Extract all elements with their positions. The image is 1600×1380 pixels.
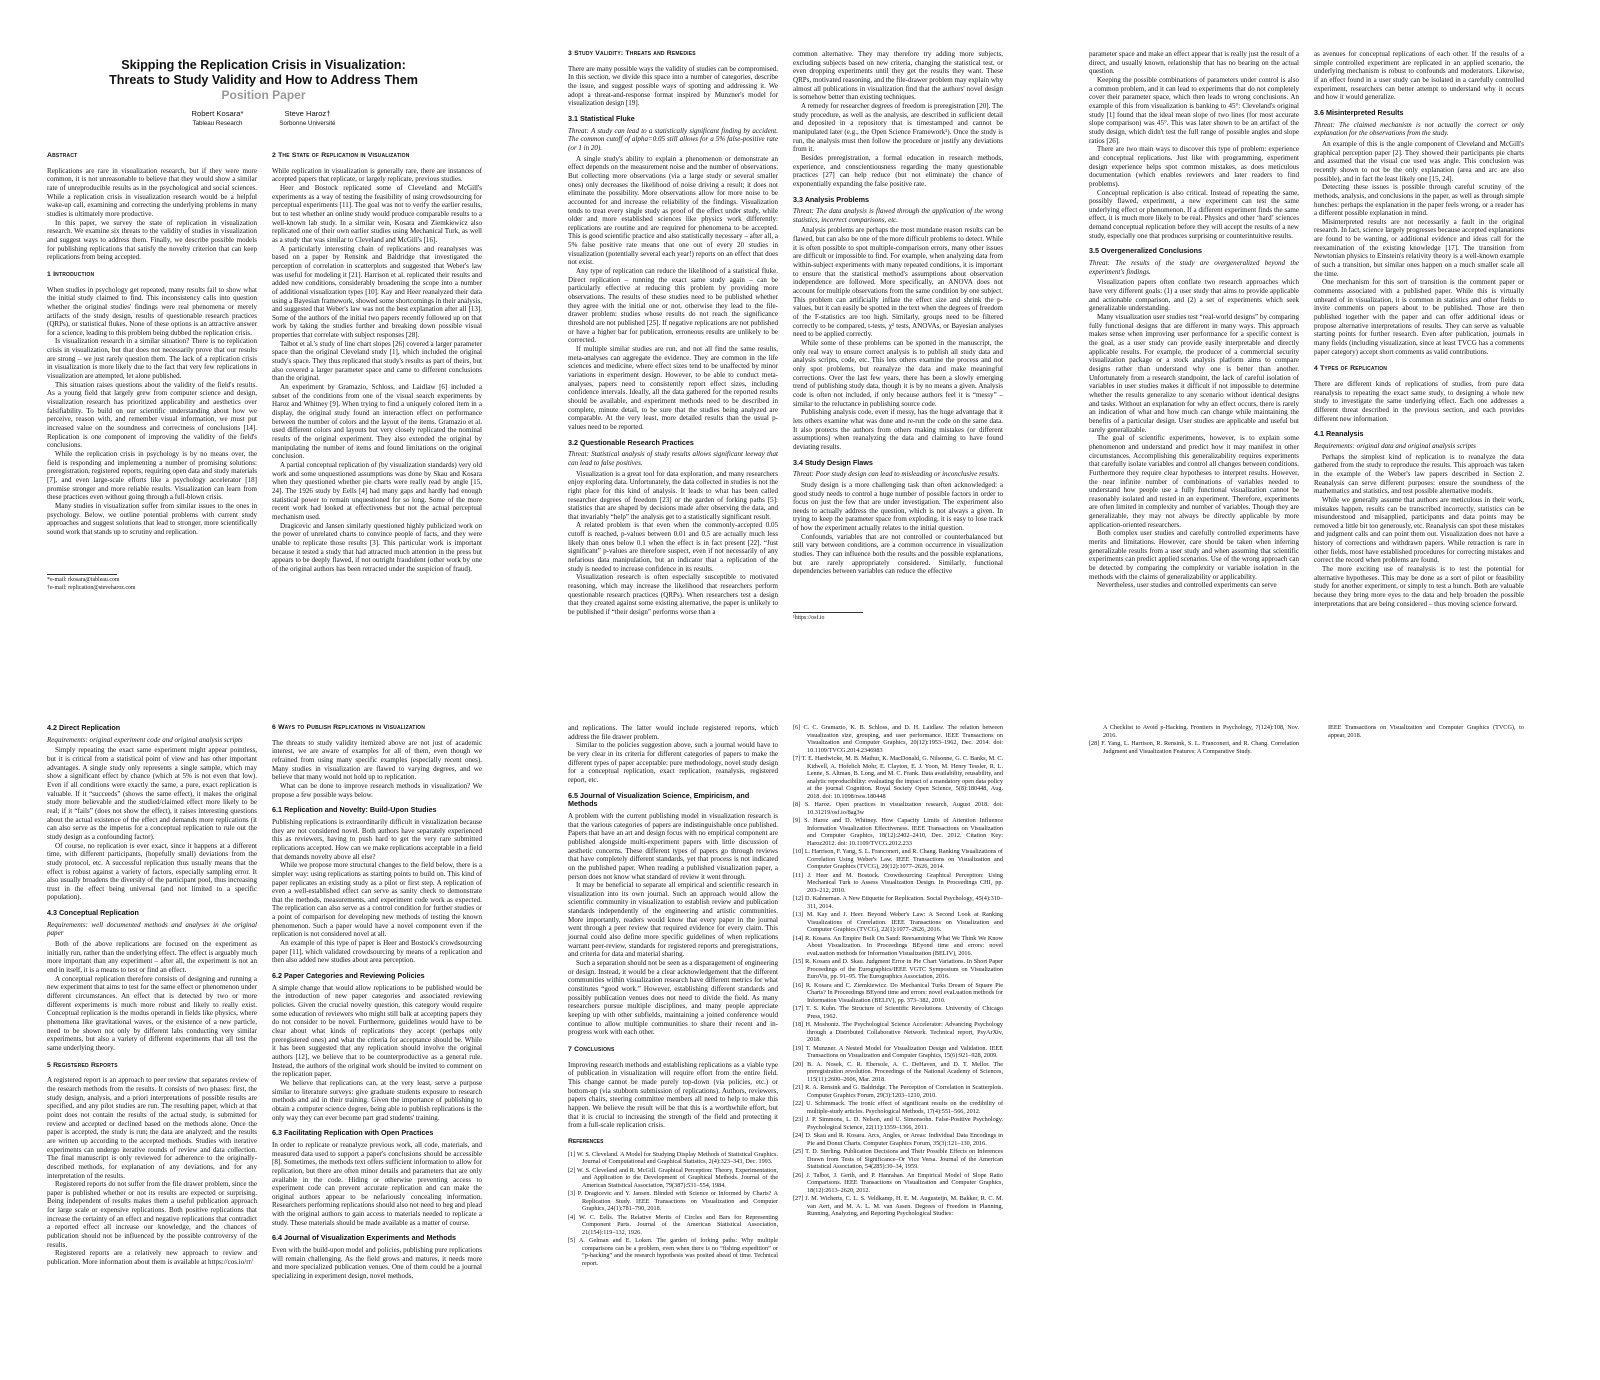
reference-entry: [24] D. Skau and R. Kosara. Arcs, Angles, or Areas: Individual Data Encodings in Pie and Donut Charts. Computer Graphics Forum, 35(3):121–130, 2016. bbox=[793, 1132, 1003, 1147]
paragraph: Similar to the policies suggestion above, such a journal would have to be very clear in its criteria for different categories of papers to make the different types of paper acceptable: pure methodology, novel study design for a conceptual replication, exact replication, reanalysis, registered report, etc. bbox=[568, 741, 778, 784]
paragraph: Publishing replications is extraordinarily difficult in visualization because they are not considered novel. Both authors have separately experienced this as reviewers, having to push hard to get the very rare submitted replications accepted. How can we make replications acceptable in a field that demands novelty above all else? bbox=[272, 817, 482, 861]
paragraph: Detecting these issues is possible through careful scrutiny of the methods, analysis, and conclusions in the paper, as well as through simple hunches: perhaps the explanation in the paper feels wrong, or a reader has a different possible explanation in mind. bbox=[1314, 183, 1524, 218]
author-name: Steve Haroz† bbox=[284, 109, 331, 118]
reference-entry: [22] U. Schimmack. The ironic effect of significant results on the credibility of multiple-study articles. Psychological Methods, 17(4):551–566, 2012. bbox=[793, 1100, 1003, 1115]
paragraph: Conceptual replication is also critical. Instead of repeating the same, possibly flawed, experiment, a new experiment can test the same underlying effect or phenomenon. If a different experiment finds the same effect, it is much more likely to be real. Physics and other ‘hard’ sciences demand conceptual replication before they will accept the results of a new study, especially one that produces surprising or counterintuitive results. bbox=[1089, 188, 1299, 240]
subsection-heading: 3.6 Misinterpreted Results bbox=[1314, 107, 1404, 117]
paragraph: Confounds, variables that are not controlled or counterbalanced but still vary between conditions, are a common occurrence in visualization studies. They can influence both the results and the possible explanations, but are rarely appropriately considered. Similarly, functional dependencies between variables can reduce the effective bbox=[793, 532, 1003, 576]
paragraph: A simple change that would allow replications to be published would be the introduction of new paper categories and associated reviewing policies. Given the crucial novelty question, this category would require some education of reviewers who might still balk at accepting papers they do not consider to be novel. Furthermore, guidelines would have to be clear about what kinds of replications they accept (perhaps only preregistered ones) and what the criteria for acceptance should be. While it has been suggested that any replication should involve the original authors [12], we believe that to be counterproductive as a general rule. Instead, the authors of the original work should be invited to comment on the replication paper. bbox=[272, 983, 482, 1079]
paragraph: Publishing analysis code, even if messy, has the huge advantage that it lets others examine what was done and re-run the code on the same data. It also protects the authors from others making mistakes (or different assumptions) when reanalyzing the data and claiming to have found deviating results. bbox=[793, 408, 1003, 451]
reference-entry: [1] W. S. Cleveland. A Model for Studying Display Methods of Statistical Graphics. Journal of Computational and Graphical Statistics, 2(4):323–343, Dec. 1993. bbox=[568, 1150, 778, 1166]
paragraph: Replications are rare in visualization research, but if they were more common, it is not unreasonable to believe that they would show a similar rate of unreproducible results as in the psychological and social sciences. While a replication crisis in visualization research would be a helpful wake-up call, examining and correcting the underlying problems in many studies is ultimately more productive. bbox=[47, 166, 257, 218]
paragraph: Keeping the possible combinations of parameters under control is also a common problem, and it can lead to experiments that do not completely cover their parameter space, which then leads to wrong conclusions. An example of this from visualization is banking to 45°: Cleveland's original study [1] found that the ideal mean slope of two lines (for most accurate slope comparison) was 45°. This was later shown to be an artifact of the study design, which didn't test the full range of possible angles and slope ratios [26]. bbox=[1089, 75, 1299, 145]
reference-entry-continued: A Checklist to Avoid p-Hacking. Frontiers in Psychology, 7(124):108, Nov. 2016. bbox=[1103, 724, 1299, 739]
paragraph: This situation raises questions about the validity of the field's results. As a young field that largely grew from computer science and design, visualization research has prioritized applicability and aesthetics over falsifiability. To build on our scientific understanding about how we perceive, reason with, and remember visual information, we must put increased value on the soundness and correctness of conclusions [14]. Replication is one component of improving the validity of the field's conclusions. bbox=[47, 380, 257, 450]
page-2-column-1 bbox=[568, 50, 778, 622]
paragraph: There are different kinds of replications of studies, from pure data reanalysis to repeating the exact same study, to designing a whole new study to investigate the same underlying effect. Each one addresses a different threat described in the previous section, and each provides different new information. bbox=[1314, 379, 1524, 423]
paragraph: We believe that replications can, at the very least, serve a purpose similar to literature surveys: give graduate students exposure to research methods and aid in their training. Given the importance of publishing to obtain a computer science degree, being able to publish replications is the only way they can ever become part grad students' training. bbox=[272, 1078, 482, 1122]
paragraph: Improving research methods and establishing replications as a viable type of publication in visualization will require effort from the entire field. This change cannot be made purely top-down (via policies, etc.) or bottom-up (via stubborn submission of replications). Authors, reviewers, papers chairs, steering committee members all need to help to make this happen. We believe the result will be that this is a worthwhile effort, but that it is crucial to increasing the strength of the field and protecting it from a full-scale replication crisis. bbox=[568, 1060, 778, 1130]
reference-entry: [28] F. Yang, L. Harrison, R. Rensink, S. L. Franconeri, and R. Chang. Correlation Judgment and Visualization Features: A Comparative Study. bbox=[1089, 740, 1299, 755]
section-heading: 3 Study Validity: Threats and Remedies bbox=[568, 50, 696, 57]
footnote: *e-mail: rkosara@tableau.com bbox=[47, 577, 120, 584]
footnote-rule bbox=[793, 612, 863, 613]
page-5-column-2 bbox=[793, 724, 1003, 1350]
footnotes bbox=[793, 612, 1003, 622]
footnote: †e-mail: replication@steveharoz.com bbox=[47, 584, 136, 591]
paragraph: In order to replicate or reanalyze previous work, all code, materials, and measured data used to support a paper's conclusions should be accessible [8]. Sometimes, the methods text offers sufficient information to allow for replication, but there are often minor details and parameters that are only available in the code. Hiding or otherwise preventing access to experiment code can prevent accurate replication and can make the original authors appear to be nefariously concealing information. Researchers performing replications should also not need to beg and plead with the original authors to gain access to materials needed to replicate a study. These materials should be made available as a matter of course. bbox=[272, 1140, 482, 1227]
reference-entry: [11] J. Heer and M. Bostock. Crowdsourcing Graphical Perception: Using Mechanical Turk to Assess Visualization Design. In Proceedings CHI, pp. 203–212, 2010. bbox=[793, 871, 1003, 894]
section-heading: 2 The State of Replication in Visualization bbox=[272, 152, 410, 159]
subsection-heading: 6.1 Replication and Novelty: Build-Upon Studies bbox=[272, 805, 437, 815]
reference-entry-continued: IEEE Transactions on Visualization and Computer Graphics (TVCG), to appear, 2018. bbox=[1328, 724, 1524, 739]
threat-statement: Requirements: original experiment code and original analysis scripts bbox=[47, 735, 243, 744]
reference-entry: [15] R. Kosara and D. Skau. Judgment Error in Pie Chart Variations. In Short Paper Proceedings of the Eurographics/IEEE VGTC Symposium on Visualization EuroVis, pp. 91–95. The Eurographics Association, 2016. bbox=[793, 958, 1003, 980]
paragraph: When studies in psychology get repeated, many results fail to show what the initial study claimed to find. This inconsistency calls into question whether the original studies' findings were real phenomena or merely artifacts of the study design, results of questionable research practices (QRPs), or statistical flukes. None of these options is an attractive answer for a science, leading to this problem being dubbed the replication crisis. bbox=[47, 285, 257, 337]
section-heading: Abstract bbox=[47, 152, 78, 159]
paragraph: While we generally assume that authors are meticulous in their work, mistakes happen, results can be transcribed incorrectly, statistics can be misunderstood and misapplied, participants and data points may be removed a little bit too generously, etc. Reanalysis can spot these mistakes and judgment calls and can point them out. Visualization does not have a history of corrections and withdrawn papers. While retraction is rare in other fields, most have established procedures for correcting mistakes and correct the record when problems are found. bbox=[1314, 495, 1524, 565]
paragraph: If multiple similar studies are run, and not all find the same results, meta-analyses can aggregate the evidence. They are common in the life sciences and medicine, where effect sizes tend to be unaffected by minor variations in experiment design. However, to be able to conduct meta-analyses, papers need to consistently report effect sizes, including confidence intervals. Ideally, all the data gathered for the reported results should be available, and experiment methods need to be described in complete, minute detail, to be sure that the studies being analyzed are comparable. At the very least, more detailed results than the usual p-values need to be reported. bbox=[568, 345, 778, 431]
page-3-column-2 bbox=[1314, 50, 1524, 622]
section-heading: 5 Registered Reports bbox=[47, 1061, 118, 1069]
paragraph: Even with the build-upon model and policies, publishing pure replications will remain challenging. As the field grows and matures, it needs more and more specialized publication venues. One of them could be a journal specializing in experiment design, novel methods, bbox=[272, 1246, 482, 1281]
paragraph: Talbot et al.'s study of line chart slopes [26] covered a larger parameter space than the original Cleveland study [1], which included the original study's space. They thus replicated that study's results as part of theirs, but also covered a larger parameter space and came to different conclusions than the original. bbox=[272, 339, 482, 383]
subsection-heading: 4.3 Conceptual Replication bbox=[47, 908, 139, 918]
reference-entry: [8] S. Haroz. Open practices in visualization research, August 2018. doi: 10.31219/osf.io/8ag3w bbox=[793, 801, 1003, 816]
page-6-column-1 bbox=[1089, 724, 1299, 1350]
subsection-heading: 4.1 Reanalysis bbox=[1314, 429, 1364, 439]
paragraph: Perhaps the simplest kind of replication is to reanalyze the data gathered from the study to reproduce the results. This approach was taken in the example of the Weber's law papers described in Section 2. Reanalysis can serve different purposes: ensure the soundness of the mathematics and statistics, and test possible alternative models. bbox=[1314, 452, 1524, 496]
threat-statement: Threat: Poor study design can lead to misleading or inconclusive results. bbox=[793, 470, 1000, 479]
paragraph: A registered report is an approach to peer review that separates review of the research methods from the results. It consists of two phases: first, the study design, analysis, and a priori interpretations of possible results are specified, and any pilot studies are run. The resulting paper, which at that point does not contain the results of the actual study, is submitted for review and accepted or declined based on the methods alone. Once the paper is accepted, the study is run; the data are analyzed; and the results are written up according to the accepted methods. Studies with iterative experiments can undergo iterative rounds of review and data collection. The final manuscript is only reviewed for adherence to the originally-described methods, for explanation of any deviations, and for any interpretation of the results. bbox=[47, 1076, 257, 1180]
reference-entry: [27] J. M. Wicherts, C. L. S. Veldkamp, H. E. M. Augusteijn, M. Bakker, R. C. M. van Aert, and M. A. L. M. van Assen. Degrees of Freedom in Planning, Running, Analyzing, and Reporting Psychological Studies: bbox=[793, 1195, 1003, 1217]
paragraph: Registered reports are a relatively new approach to review and publication. More information about them is available at https://cos.io/rr/ bbox=[47, 1249, 257, 1267]
reference-entry: [10] L. Harrison, F. Yang, S. L. Franconeri, and R. Chang. Ranking Visualizations of Correlation Using Weber's Law. IEEE Transactions on Visualization and Computer Graphics (TVCG), 20(12):1077–2626, 2014. bbox=[793, 848, 1003, 870]
subsection-heading: 3.1 Statistical Fluke bbox=[568, 113, 635, 123]
section-heading: 1 Introduction bbox=[47, 270, 95, 278]
reference-entry: [5] A. Gelman and E. Loken. The garden of forking paths: Why multiple comparisons can be a problem, even when there is no “fishing expedition” or “p-hacking” and the research hypothesis was posited ahead of time. Technical report. bbox=[568, 1237, 778, 1267]
paragraph: There are two main ways to discover this type of problem: experience and conceptual replications. Just like with programming, experiment design experience helps spot common mistakes, as does meticulous documentation (which enables reviewers and later readers to find problems). bbox=[1089, 145, 1299, 188]
paper-title-line-1: Skipping the Replication Crisis in Visualization: bbox=[121, 58, 406, 72]
paragraph: Analysis problems are perhaps the most mundane reason results can be flawed, but can also be one of the more difficult problems to detect. While it is often possible to spot multiple-comparison errors, many other issues are difficult or impossible to find. For example, when analyzing data from within-subject experiments with many repeated conditions, it is important to ensure that the statistical method's assumptions about observation independence are followed. More specifically, an ANOVA does not account for multiple observations from the same condition by one subject. This problem can artificially inflate the effect size and shrink the p-values, but it can easily be spotted in the text when the degrees of freedom of the F-statistics are too high. Similarly, groups need to be filtered correctly to be compared, t-tests, χ² tests, ANOVAs, or Bayesian analyses need to be applied correctly. bbox=[793, 226, 1003, 339]
paragraph: While replication in visualization is generally rare, there are instances of accepted papers that replicate, or largely replicate, previous studies. bbox=[272, 166, 482, 184]
paragraph: Registered reports do not suffer from the file drawer problem, since the paper is published whether or not its results are expected or surprising. Being independent of results makes them a useful publication approach for large scale or expensive replications. Both positive replications that increase the certainty of an effect and negative replications that contradict a reported effect all increase our knowledge, and the chances of publication should not be influenced by the possible controversy of the results. bbox=[47, 1180, 257, 1249]
paragraph: While we propose more structural changes to the field below, there is a simpler way: using replications as starting points to build on. This kind of paper replicates an existing study as a pilot or first step. A replication of even a well-established effect can serve as sanity check to demonstrate that the methods, measurements, and experiment code work as expected. The replication can also serve as a control condition for further studies or a point of comparison for developing new methods of testing the known phenomenon. Such a paper would have a novel component even if the replication is not considered novel at all. bbox=[272, 861, 482, 939]
footnotes bbox=[47, 574, 257, 592]
paper-title-line-2: Threats to Study Validity and How to Address Them bbox=[109, 73, 418, 87]
paragraph: The more exciting use of reanalysis is to test the potential for alternative hypotheses. This may be done as a sort of pilot or feasibility study for another experiment, or simply to test a hunch. Both are valuable because they bring more eyes to the data and help broaden the possible interpretations that are being considered – thus moving science forward. bbox=[1314, 565, 1524, 608]
author bbox=[192, 109, 244, 128]
paragraph: Any type of replication can reduce the likelihood of a statistical fluke. Direct replication – running the exact same study again – can be particularly effective at reducing this problem by providing more observations. The results of these studies need to be published whether they agree with the initial one or not, otherwise they lead to the file-drawer problem: studies whose results do not reach the significance threshold are not published [25]. If negative replications are not published or have a higher bar for publication, erroneous results are unlikely to be corrected. bbox=[568, 267, 778, 345]
section-heading: 6 Ways to Publish Replications in Visualization bbox=[272, 724, 426, 731]
paragraph: A conceptual replication therefore consists of designing and running a new experiment that aims to test for the same effect or phenomenon under different circumstances. An effect that is detected by two or more different experiments is much more robust and likely to really exist. Conceptual replication is the modus operandi in fields like physics, where phenomena like gravitational waves, or the existence of a new particle, need to be shown not only by different labs conducting very similar experiments, but also a variety of different experiments that all test the same underlying theory. bbox=[47, 974, 257, 1052]
paragraph: as avenues for conceptual replications of each other. If the results of a simple controlled experiment are replicated in an applied scenario, the underlying mechanism is robust to confounds and moderators. Likewise, if an effect found in a user study can be isolated in a carefully controlled experiment, researchers can better attempt to understand why it occurs and how it would generalize. bbox=[1314, 50, 1524, 102]
paragraph: Visualization is a great tool for data exploration, and many researchers enjoy exploring data. Unfortunately, the data collected in studies is not the right place for this kind of analysis. It leads to what has been called researcher degrees of freedom [23] or the garden of forking paths [5]: statistics that are shaped by decisions made after observing the data, and that invariably “help” the analysis get to a statistically significant result. bbox=[568, 469, 778, 521]
reference-entry: [12] D. Kahneman. A New Etiquette for Replication. Social Psychology, 45(4):310–311, 2014. bbox=[793, 895, 1003, 910]
reference-entry: [3] P. Dragicevic and Y. Jansen. Blinded with Science or Informed by Charts? A Replication Study. IEEE Transactions on Visualization and Computer Graphics, 24(1):781–790, 2018. bbox=[568, 1190, 778, 1213]
paragraph: and replications. The latter would include registered reports, which address the file drawer problem. bbox=[568, 724, 778, 741]
reference-entry: [9] S. Haroz and D. Whitney. How Capacity Limits of Attention Influence Information Visualization Effectiveness. IEEE Transactions on Visualization and Computer Graphics, 18(12):2402–2410, Dec. 2012. Citation Key: Haroz2012. doi: 10.1109/TVCG.2012.233 bbox=[793, 817, 1003, 847]
paragraph: Both of the above replications are focused on the experiment as initially run, rather than the underlying effect. The effect is arguably much more important than any experiment – after all, the experiment is not an end in itself, it is a means to test or find an effect. bbox=[47, 940, 257, 975]
page-2-column-2 bbox=[793, 50, 1003, 622]
section-heading: 7 Conclusions bbox=[568, 1045, 615, 1053]
paragraph: Many studies in visualization suffer from similar issues to the ones in psychology. Below, we outline potential problems with current study approaches and suggest solutions that lead to stronger, more scientifically sound work that stands up to scrutiny and replication. bbox=[47, 501, 257, 536]
paragraph: Study design is a more challenging task than often acknowledged: a good study needs to control a huge number of possible factors in order to focus on just the few that are under investigation. The experiment also needs to actually address the question, which is not always a given. In trying to keep the parameter space from exploding, it is easy to lose track of how the experiment actually relates to the initial question. bbox=[793, 480, 1003, 533]
paragraph: common alternative. They may therefore try adding more subjects, excluding subjects based on new criteria, changing the statistical test, or even dropping experiments until they get the results they want. These QRPs, motivated reasoning, and the file-drawer problem may explain why almost all publications in visualization find that the authors' novel design is somehow better than existing techniques. bbox=[793, 50, 1003, 102]
paragraph: A particularly interesting chain of replications and reanalyses was based on a paper by Rensink and Baldridge that investigated the perception of correlation in scatterplots and suggested that Weber's law was useful for modeling it [21]. Harrison et al. replicated their results and added new conditions, considerably broadening the scope into a number of additional visualization types [10]. Kay and Heer reanalyzed their data using a Bayesian framework, showed some shortcomings in their analysis, and suggested that Weber's law was not the best explanation after all [13]. Some of the authors of the initial two papers recently followed up on that work by taking the studies further and breaking down possible visual properties that correlate with subject responses [28]. bbox=[272, 244, 482, 340]
references-heading: References bbox=[568, 1137, 604, 1145]
reference-entry: [21] R. A. Rensink and G. Baldridge. The Perception of Correlation in Scatterplots. Computer Graphics Forum, 29(3):1203–1210, 2010. bbox=[793, 1084, 1003, 1099]
paragraph: A remedy for researcher degrees of freedom is preregistration [20]. The study procedure, as well as the analysis, are described in sufficient detail and deposited in a repository that is timestamped and cannot be manipulated later (e.g., the Open Science Framework¹). Once the study is run, the analysis must then follow the procedure or justify any deviations from it. bbox=[793, 101, 1003, 154]
threat-statement: Requirements: original data and original analysis scripts bbox=[1314, 441, 1476, 450]
reference-entry: [25] T. D. Sterling. Publication Decisions and Their Possible Effects on Inferences Drawn from Tests of Significance–Or Vice Versa. Journal of the American Statistical Association, 54(285):30–34, 1959. bbox=[793, 1148, 1003, 1170]
reference-entry: [14] R. Kosara. An Empire Built On Sand: Reexamining What We Think We Know About Visualization. In Proceedings BEyond time and errors: novel evaLuation methods for Information Visualization (BELIV), 2016. bbox=[793, 934, 1003, 957]
threat-statement: Threat: The claimed mechanism is not actually the correct or only explanation for the observations from the study. bbox=[1314, 120, 1524, 138]
author-affiliation: Tableau Research bbox=[192, 120, 243, 127]
paragraph: There are many possible ways the validity of studies can be compromised. In this section, we divide this space into a number of categories, describe the issue, and suggest possible ways of spotting and addressing it. We adopt a threat-and-response format inspired by Munzner's model for visualization design [19]. bbox=[568, 64, 778, 108]
footnote: ¹https://osf.io bbox=[793, 614, 825, 621]
paragraph: While some of these problems can be spotted in the manuscript, the only real way to ensure correct analysis is to publish all study data and analysis scripts, code, etc. This lets others examine the process and not only spot problems, but reanalyze the data and make meaningful corrections. Over the last few years, there has been a slowly emerging trend of publishing study data, though it is by no means a given. Analysis code is often not included, if only because authors feel it is “messy” – similar to the reluctance in publishing source code. bbox=[793, 339, 1003, 408]
reference-entry: [23] J. P. Simmons, L. D. Nelson, and U. Simonsohn. False-Positive Psychology. Psychological Science, 22(11):1359–1366, 2011. bbox=[793, 1116, 1003, 1131]
paragraph: An experiment by Gramazio, Schloss, and Laidlaw [6] included a subset of the conditions from one of the visual search experiments by Haroz and Whitney [9]. When trying to find a uniquely colored item in a display, the original study found an interaction effect on performance between the number of colors and the layout of the items. Gramazio et al. used different colors and layouts but very closely replicated the nominal results of the original experiment. They also extended the original by manipulating the number of items and found limitations on the original conclusion. bbox=[272, 383, 482, 461]
paragraph: Visualization papers often conflate two research approaches which have very different goals: (1) a user study that aims to provide applicable and actionable comparison, and (2) a set of experiments which seek generalizable understanding. bbox=[1089, 278, 1299, 313]
reference-entry: [19] T. Munzner. A Nested Model for Visualization Design and Validation. IEEE Transactions on Visualization and Computer Graphics, 15(6):921–928, 2009. bbox=[793, 1044, 1003, 1059]
paragraph: A single study's ability to explain a phenomenon or demonstrate an effect depends on the measurement noise and the number of observations. But collecting more observations (via a large study or several smaller ones) only decreases the likelihood of noise driving a result; it does not eliminate the possibility. More observations allow for more noise to be accounted for and increase the reliability of the findings. Visualization tends to treat every single study as proof of the effect under study, while older and more established sciences like physics work differently: replications are routine and are required for phenomena to be accepted. This is good scientific practice and also statistically necessary – after all, a 5% false positive rate means that one out of every 20 studies in visualization (potentially several each year!) reports on an effect that does not exist. bbox=[568, 154, 778, 267]
paragraph: Besides preregistration, a formal education in research methods, experience, and conscientiousness regarding the many questionable practices [27] can help reduce (but not eliminate) the chance of exponentially expanding the false positive rate. bbox=[793, 153, 1003, 188]
threat-statement: Threat: Statistical analysis of study results allows significant leeway that can lead to false positives. bbox=[568, 450, 778, 467]
reference-entry: [20] B. A. Nosek, C. R. Ebersole, A. C. DeHaven, and D. T. Mellor. The preregistration revolution. Proceedings of the National Academy of Sciences, 115(11):2600–2606, Mar. 2018. bbox=[793, 1060, 1003, 1083]
author bbox=[279, 109, 335, 128]
subsection-heading: 3.5 Overgeneralized Conclusions bbox=[1089, 246, 1203, 256]
author-affiliation: Sorbonne Université bbox=[279, 120, 336, 127]
reference-entry: [18] H. Moshontz. The Psychological Science Accelerator: Advancing Psychology through a Distributed Collaborative Network. Technical report, PsyArXiv, 2018. bbox=[793, 1021, 1003, 1043]
paragraph: Nevertheless, user studies and controlled experiments can serve bbox=[1097, 581, 1277, 590]
paragraph: A related problem is that even when the commonly-accepted 0.05 cutoff is reached, p-values between 0.01 and 0.5 are actually much less likely than ones below 0.1 when the effect is in fact present [22]. “Just significant” p-values are therefore suspect, even if not necessarily of any nefarious data manipulation, but an indicator that a replication of the study is needed to increase confidence in its results. bbox=[568, 521, 778, 573]
paragraph: Heer and Bostock replicated some of Cleveland and McGill's experiments as a way of testing the feasibility of using crowdsourcing for perceptual experiments [11]. The goal was not to verify the earlier results, but to test whether an online study would produce comparable results to a well-known lab study. In a similar vein, Kosara and Ziemkiewicz also replicated one of their own earlier studies using Mechanical Turk, as well as a study that was similar to Cleveland and McGill's [16]. bbox=[272, 183, 482, 244]
reference-entry: [13] M. Kay and J. Heer. Beyond Weber's Law: A Second Look at Ranking Visualizations of Correlation. IEEE Transactions on Visualization and Computer Graphics (TVCG), 22(1):1077–2626, 2016. bbox=[793, 911, 1003, 933]
paragraph: Misinterpreted results are not necessarily a fault in the original research. In fact, science largely progresses because accepted explanations are found to be wanting, or additional evidence and ideas call for the reexamination of the existing knowledge [17]. The transition from Newtonian physics to Einstein's relativity theory is a well-known example of such a transition, but similar ones happen on a much smaller scale all the time. bbox=[1314, 217, 1524, 278]
page-4-column-2 bbox=[272, 724, 482, 1350]
page-4-column-1 bbox=[47, 724, 257, 1350]
reference-entry: [16] R. Kosara and C. Ziemkiewicz. Do Mechanical Turks Dream of Square Pie Charts? In Proceedings BEyond time and errors: novel evaLuation methods for Information Visualization (BELIV), pp. 373–382, 2010. bbox=[793, 981, 1003, 1004]
paragraph: A problem with the current publishing model in visualization research is that the various categories of papers are indistinguishable once published. Papers that have an art and design focus with no empirical component are published alongside multi-experiment papers with little discussion of aesthetic concerns. These different types of papers go through reviews that have completely different standards, yet that process is not indicated on the published paper. When reading a published visualization paper, a person does not know what standard of review it went through. bbox=[568, 811, 778, 881]
subsection-heading: 6.3 Facilitating Replication with Open Practices bbox=[272, 1128, 434, 1138]
paragraph: In this paper, we survey the state of replication in visualization research. We examine six threats to the validity of studies in visualization and suggest ways to address them. Finally, we describe possible models for publishing replications that satisfy the novelty criterion that can keep replications from being accepted. bbox=[47, 218, 257, 262]
page-6-column-2 bbox=[1314, 724, 1524, 1350]
paragraph: Of course, no replication is ever exact, since it happens at a different time, with different participants, (hopefully small) deviations from the study protocol, etc. A successful replication thus usually means that the effect is robust against a variety of factors, especially sampling error. It also usually broadens the diversity of the participant pool, thus increasing trust in the effect being universal (and not limited to a specific population). bbox=[47, 841, 257, 902]
reference-entry: [26] J. Talbot, J. Gerth, and P. Hanrahan. An Empirical Model of Slope Ratio Comparisons. IEEE Transactions on Visualization and Computer Graphics, 18(12):2613–2620, 2012. bbox=[793, 1171, 1003, 1194]
subsection-heading: 4.2 Direct Replication bbox=[47, 723, 121, 732]
page-1-column-1 bbox=[47, 152, 257, 592]
paragraph: Simply repeating the exact same experiment might appear pointless, but it is critical from a statistical point of view and has other important advantages. A single study only represents a single sample, which may show a significant effect by chance (which at 5% is not even that low). Even if all conditions were exactly the same, a pure, exact replication is valuable. If it “succeeds” (shows the same effect), it makes the original study more believable and the studied/claimed effect more likely to be real; if it “fails” (does not show the effect), it raises interesting questions about the actual existence of the effect and demands more replications (it can also serve as the impetus for a conceptual replication to rule out the study design as a confounding factor). bbox=[47, 746, 257, 841]
paragraph: One mechanism for this sort of transition is the comment paper or comments associated with a published paper. While this is virtually unheard of in visualization, it is common in statistics and other fields to invite comments on papers about to be published. Those are then published together with the paper and can offer additional ideas or propose alternative interpretations of results. They can serve as valuable starting points for further research. Even after publication, journals in many fields (including visualization, since at least TVCG has a comments paper category) accept short comments as valid contributions. bbox=[1314, 278, 1524, 356]
paragraph: Dragicevic and Jansen similarly questioned highly publicized work on the power of unrelated charts to convince people of facts, and they were unable to replicate those results [3]. This particular work is important because it tested a study that had attracted much attention in the press but appears to be deeply flawed, if not outright fraudulent (other work by one of the original authors has been retracted under the suspicion of fraud). bbox=[272, 521, 482, 573]
paragraph: The threats to study validity itemized above are not just of academic interest, we are aware of examples for all of them, even though we refrained from using many specific examples (especially recent ones). Many studies in visualization are flawed to varying degrees, and we believe that many would not hold up to replication. bbox=[272, 738, 482, 782]
author-name: Robert Kosara* bbox=[191, 109, 244, 118]
threat-statement: Threat: A study can lead to a statistically significant finding by accident. The common cutoff of alpha=0.05 still allows for a 5% false-positive rate (or 1 in 20). bbox=[568, 126, 778, 152]
paper-header bbox=[47, 58, 480, 128]
paragraph: Such a separation should not be seen as a disparagement of engineering or design. Instead, it would be a clear acknowledgement that the different communities within visualization research have different metrics for what constitutes “good work.” However, establishing different standards and possibly publication venues does not need to divide the field. As many researchers pursue multiple disciplines, and many people appreciate keeping up with other subfields, maintaining a joined conference would continue to allow multiple communities to share their recent and in-progress work with each other. bbox=[568, 959, 778, 1037]
paragraph: While the replication crisis in psychology is by no means over, the field is responding and implementing a number of promising solutions: preregistration, registered reports, requiring open data and study materials [7], and even large-scale efforts like a psychology accelerator [18] promise stronger and more reliable results. Visualization can learn from these practices even without going through a full-blown crisis. bbox=[47, 450, 257, 502]
paragraph: An example of this is the angle component of Cleveland and McGill's graphical perception paper [2]. They showed their participants pie charts and assumed that the visual cue used was angle. This conclusion was recently shown to not be the only explanation (area and arc are also possible), and in fact the least likely one [15, 24]. bbox=[1314, 139, 1524, 183]
paragraph: Both complex user studies and carefully controlled experiments have merits and limitations. However, care should be taken when inferring generalizable results from a user study and when assuming that scientific experiments can predict applied scenarios. Use of the wrong approach can be detected by comparing the complexity or variable isolation in the methods with the claims of generalizability or applicability. bbox=[1089, 529, 1299, 581]
paragraph: It may be beneficial to separate all empirical and scientific research in visualization into its own journal. Such an approach would allow the scientific community in visualization to establish review and publication standards independently of the engineering and artistic communities. More importantly, readers would know that every paper in the journal went through a peer review that required evidence for every claim. This journal could also define more specific guidelines of when replications warrant peer-review, standards for registered reports and preregistrations, and criteria for data and material sharing. bbox=[568, 881, 778, 959]
paper-subtitle: Position Paper bbox=[221, 88, 306, 102]
subsection-heading: 6.5 Journal of Visualization Science, Empiricism, and Methods bbox=[568, 790, 750, 809]
page-1-column-2 bbox=[272, 152, 482, 592]
reference-entry: [2] W. S. Cleveland and R. McGill. Graphical Perception: Theory, Experimentation, and Application to the Development of Graphical Methods. Journal of the American Statistical Association, 79(387):531–554, 1984. bbox=[568, 1166, 778, 1189]
reference-entry: [4] W. C. Eells. The Relative Merits of Circles and Bars for Representing Component Parts. Journal of the American Statistical Association, 21(154):119–132, 1926. bbox=[568, 1213, 778, 1236]
author-list bbox=[47, 109, 480, 128]
reference-entry: [6] C. C. Gramazio, K. B. Schloss, and D. H. Laidlaw. The relation between visualization size, grouping, and user performance. IEEE Transactions on Visualization and Computer Graphics, 20(12):1953–1962, Dec. 2014. doi: 10.1109/TVCG.2014.2346983 bbox=[793, 724, 1003, 754]
subsection-heading: 6.4 Journal of Visualization Experiments and Methods bbox=[272, 1233, 456, 1243]
threat-statement: Requirements: well documented methods and analyses in the original paper bbox=[47, 920, 257, 938]
subsection-heading: 3.4 Study Design Flaws bbox=[793, 457, 873, 467]
subsection-heading: 6.2 Paper Categories and Reviewing Policies bbox=[272, 971, 425, 981]
footnote-rule bbox=[47, 574, 117, 575]
paragraph: Many visualization user studies test “real-world designs” by comparing fully functional designs that are different in many ways. This approach makes sense when improving user performance for a specific context is the goal, as a user study can provide easily interpretable and directly applicable results. For example, the producer of a commercial security visualization package or a stock analysis platform aims to compare designs rather than understand why one is better than another. Unfortunately from a research standpoint, the lack of careful isolation of variables in user studies makes it difficult if not impossible to determine whether the results generalize to any scenario without identical designs and tasks. Without an explanation for why an effect occurs, there is rarely an indication of what and how much can change while maintaining the benefits of a particular design. User studies are applicable and useful but rarely generalizable. bbox=[1089, 313, 1299, 434]
paragraph: Visualization research is often especially susceptible to motivated reasoning, which may increase the likelihood that researchers perform questionable research practices (QRPs). When researchers test a design that they created against some existing alternative, the paper is unlikely to be published if “their design” performs worse than a bbox=[568, 573, 778, 617]
paragraph: An example of this type of paper is Heer and Bostock's crowdsourcing paper [11], which validated crowdsourcing by means of a replication and then also added new studies about area perception. bbox=[272, 939, 482, 965]
threat-statement: Threat: The data analysis is flawed through the application of the wrong statistics, incorrect comparisons, etc. bbox=[793, 207, 1003, 224]
page-5-column-1 bbox=[568, 724, 778, 1350]
paragraph: Is visualization research in a similar situation? There is no replication crisis in visualization, but that does not necessarily prove that our results are strong – we just rarely question them. The lack of a replication crisis in visualization is more likely due to the fact that very few replications in visualization are attempted, let alone published. bbox=[47, 337, 257, 381]
reference-entry: [17] T. S. Kuhn. The Structure of Scientific Revolutions. University of Chicago Press, 1962. bbox=[793, 1005, 1003, 1020]
subsection-heading: 3.2 Questionable Research Practices bbox=[568, 437, 694, 447]
threat-statement: Threat: The results of the study are overgeneralized beyond the experiment's findings. bbox=[1089, 259, 1299, 276]
paragraph: parameter space and make an effect appear that is really just the result of a direct, and usually known, relationship that has no bearing on the actual question. bbox=[1089, 50, 1300, 76]
page-3-column-1 bbox=[1089, 50, 1299, 622]
section-heading: 4 Types of Replication bbox=[1314, 365, 1388, 373]
paragraph: What can be done to improve research methods in visualization? We propose a few possible ways below. bbox=[272, 781, 482, 799]
paragraph: A partial conceptual replication of (by visualization standards) very old work and some unquestioned assumptions was done by Skau and Kosara when they questioned whether pie charts were really read by angle [15, 24]. The 1926 study by Eells [4] had many gaps and hardly had enough statistical power to remain unquestioned for so long. Some of the more recent work had looked at effectiveness but not the actual perceptual mechanism used. bbox=[272, 460, 482, 521]
subsection-heading: 3.3 Analysis Problems bbox=[793, 194, 870, 204]
reference-entry: [7] T. E. Hardwicke, M. B. Mathur, K. MacDonald, G. Nilsonne, G. C. Banks, M. C. Kidwell, A. Hofelich Mohr, E. Clayton, E. J. Yoon, M. Henry Tessler, R. L. Lenne, S. Altman, B. Long, and M. C. Frank. Data availability, reusability, and analytic reproducibility: evaluating the impact of a mandatory open data policy at the journal Cognition. Royal Society Open Science, 5(8):180448, Aug. 2018. doi: 10.1098/rsos.180448 bbox=[793, 755, 1003, 800]
paragraph: The goal of scientific experiments, however, is to explain some phenomenon and understand and predict how it may manifest in other circumstances. Accomplishing this generalizability requires experiments that carefully isolate variables and control all changes between conditions. Furthermore they require clear hypotheses to interpret results. However, the near infinite number of combinations of variables needed to understand how people use a fully functional visualization cannot be reasonably isolated and tested in an experiment. Therefore, experiments are often limited in complexity and number of variables. Though they are generalizable, they may not always be directly applicable by more application-oriented researchers. bbox=[1089, 434, 1299, 529]
